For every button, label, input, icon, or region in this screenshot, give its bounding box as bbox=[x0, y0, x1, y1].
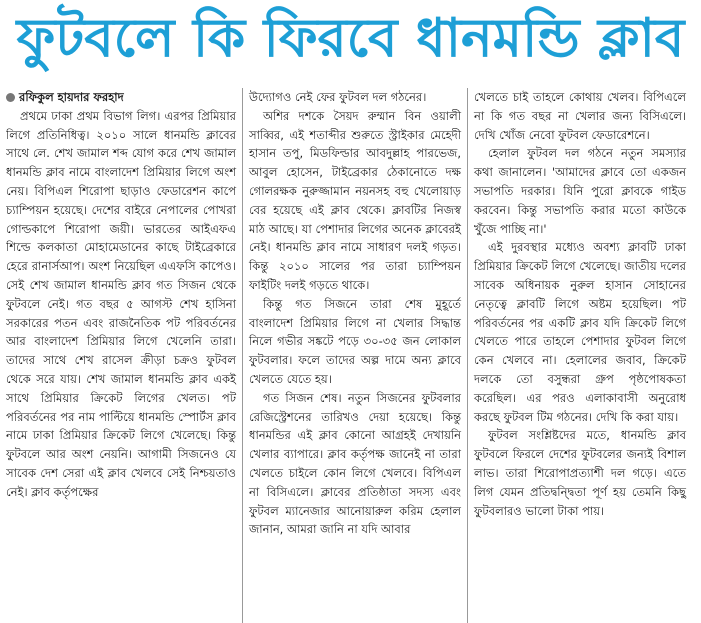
article-headline: ফুটবলে কি ফিরবে ধানমন্ডি ক্লাব bbox=[16, 8, 685, 69]
article-column-2 bbox=[242, 88, 467, 623]
paragraph: গত সিজন শেষ। নতুন সিজনের ফুটবলার রেজিস্ট্রেশনের তারিখও দেয়া হয়েছে। কিন্তু ধানমন্ডির এই ক্লাব কোনো আগ্রহই দেখায়নি খেলার ব্যাপারে। ক্লাব কর্তৃপক্ষ জানেই না তারা খেলতে চাইলে কোন লিগে খেলবে। বিপিএল না বিসিএলে। ক্লাবের প্রতিষ্ঠাতা সদস্য এবং ফুটবল ম্যানেজার আনোয়ারুল করিম হেলাল জানান, আমরা জানি না যদি আবার bbox=[249, 390, 461, 537]
paragraph: খেলতে চাই তাহলে কোথায় খেলব। বিপিএলে না কি গত বছর না খেলার জন্য বিসিএলে। দেখি খোঁজ নেবো ফুটবল ফেডারেশনে। bbox=[474, 90, 686, 142]
byline-author: রফিকুল হায়দার ফরহাদ bbox=[19, 90, 124, 104]
paragraph: ফুটবল সংশ্লিষ্টদের মতে, ধানমন্ডি ক্লাব ফুটবলে ফিরলে দেশের ফুটবলের জন্যই বিশাল লাভ। তারা শিরোপাপ্রত্যাশী দল গড়ে। এতে লিগ যেমন প্রতিদ্বন্দ্বিতা পূর্ণ হয় তেমনি কিছু ফুটবলারও ভালো টাকা পায়। bbox=[474, 428, 686, 518]
paragraph: হেলাল ফুটবল দল গঠনে নতুন সমস্যার কথা জানালেন। 'আমাদের ক্লাবে তো একজন সভাপতি দরকার। যিনি পুরো ক্লাবকে গাইড করবেন। কিন্তু সভাপতি করার মতো কাউকে খুঁজে পাচ্ছি না।' bbox=[474, 146, 686, 236]
article-body bbox=[6, 88, 699, 623]
paragraph: এই দুরবস্থার মধ্যেও অবশ্য ক্লাবটি ঢাকা প্রিমিয়ার ক্রিকেট লিগে খেলেছে। জাতীয় দলের সাবেক অধিনায়ক নুরুল হাসান সোহানের নেতৃত্বে ক্লাবটি লিগে অষ্টম হয়েছিল। পট পরিবর্তনের পর একটি ক্লাব যদি ক্রিকেট লিগে খেলতে পারে তাহলে পেশাদার ফুটবল লিগে কেন খেলবে না। হেলালের জবাব, ক্রিকেট দলকে তো বসুন্ধরা গ্রুপ পৃষ্ঠপোষকতা করেছিল। এর পরও এলাকাবাসী অনুরোধ করছে ফুটবল টিম গঠনের। দেখি কি করা যায়। bbox=[474, 240, 686, 424]
paragraph: কিন্তু গত সিজনে তারা শেষ মুহূর্তে বাংলাদেশ প্রিমিয়ার লিগে না খেলার সিদ্ধান্ত নিলে গভীর সঙ্কটে পড়ে ৩০-৩৫ জন লোকাল ফুটবলার। ফলে তাদের অল্প দামে অন্য ক্লাবে খেলতে যেতে হয়। bbox=[249, 296, 461, 386]
article-column-1 bbox=[6, 88, 242, 623]
article-column-3 bbox=[467, 88, 692, 623]
paragraph: অশির দশকে সৈয়দ রুম্মান বিন ওয়ালী সাব্বির, এই শতাব্দীর শুরুতে স্ট্রাইকার মেহেদী হাসান তপু, মিডফিল্ডার আবদুল্লাহ পারভেজ, আবুল হোসেন, টাইব্রেকার ঠেকানোতে দক্ষ গোলরক্ষক নুরুজ্জামান নয়নসহ বহু খেলোয়াড় বের হয়েছে এই ক্লাব থেকে। ক্লাবটির নিজস্ব মাঠ আছে। যা পেশাদার লিগের অনেক ক্লাবেরই নেই। ধানমন্ডি ক্লাব নামে সাধারণ দলই গড়ত। কিন্তু ২০১০ সালের পর তারা চ্যাম্পিয়ন ফাইটিং দলই গড়তে থাকে। bbox=[249, 108, 461, 292]
byline bbox=[6, 88, 236, 107]
bullet-icon bbox=[6, 93, 15, 102]
paragraph: উদ্যোগও নেই ফের ফুটবল দল গঠনের। bbox=[249, 90, 427, 104]
paragraph: প্রথমে ঢাকা প্রথম বিভাগ লিগ। এরপর প্রিমিয়ার লিগে প্রতিনিধিত্ব। ২০১০ সালে ধানমন্ডি ক্লাবের সাথে লে. শেখ জামাল শব্দ যোগ করে শেখ জামাল ধানমন্ডি ক্লাব নামে বাংলাদেশ প্রিমিয়ার লিগে অংশ নেয়। বিপিএল শিরোপা ছাড়াও ফেডারেশন কাপে চ্যাম্পিয়ন হয়েছে। দেশের বাইরে নেপালের পোখরা গোল্ডকাপে শিরোপা জয়ী। ভারতের আইএফএ শিল্ডে কলকাতা মোহামেডানের কাছে টাইব্রেকারে হেরে রানার্সআপ। অংশ নিয়েছিল এএফসি কাপেও। সেই শেখ জামাল ধানমন্ডি ক্লাব গত সিজন থেকে ফুটবলে নেই। গত বছর ৫ আগস্ট শেখ হাসিনা সরকারের পতন এবং রাজনৈতিক পট পরিবর্তনের আর বাংলাদেশ প্রিমিয়ার লিগে খেলেনি তারা। তাদের সাথে শেখ রাসেল ক্রীড়া চক্রও ফুটবল থেকে সরে যায়। শেখ জামাল ধানমন্ডি ক্লাব একই সাথে প্রিমিয়ার ক্রিকেট লিগের খেলত। পট পরিবর্তনের পর নাম পাল্টিয়ে ধানমন্ডি স্পোর্টস ক্লাব নামে ঢাকা প্রিমিয়ার ক্রিকেট লিগে খেলেছে। কিন্তু ফুটবলে আর অংশ নেয়নি। আগামী সিজনেও যে সাবেক দেশ সেরা এই ক্লাব খেলবে সেই নিশ্চয়তাও নেই। ক্লাব কর্তৃপক্ষের bbox=[6, 108, 236, 499]
